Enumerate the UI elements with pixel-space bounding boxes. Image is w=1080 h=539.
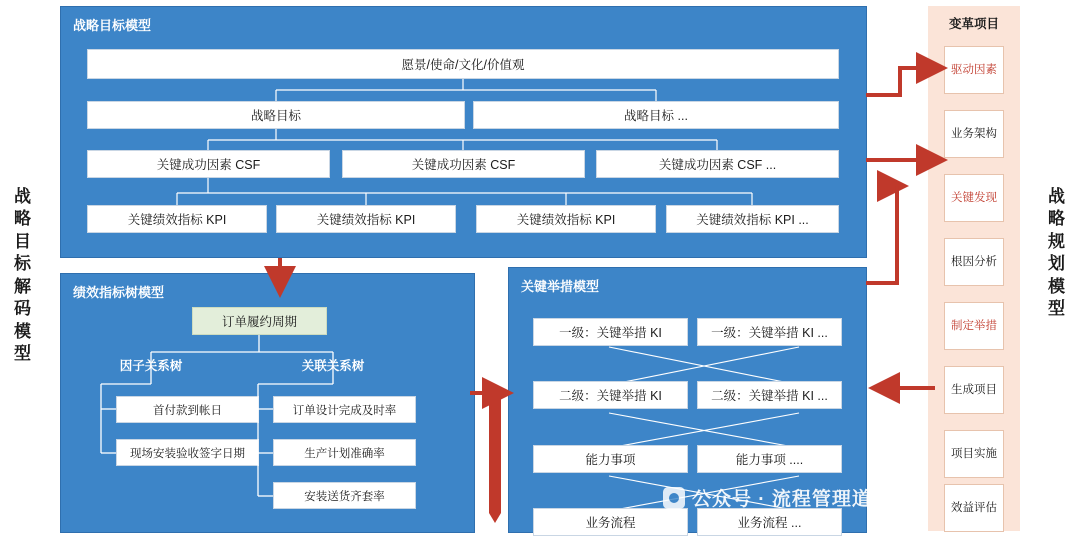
strategy-goal-box-1: 战略目标 [87, 101, 465, 129]
panel-key-measures-title: 关键举措模型 [521, 279, 600, 294]
kpi-tree-right-item-1: 订单设计完成及时率 [273, 396, 416, 423]
panel-strategy-goal-model [60, 6, 867, 258]
key-measure-l1-box-1: 一级：关键举措 KI [533, 318, 688, 346]
right-vertical-label [1040, 186, 1074, 321]
capability-item-box-2: 能力事项 .... [697, 445, 842, 473]
change-step-architecture [944, 110, 1004, 158]
change-step-key-finding-label: 关键发现 [951, 191, 997, 204]
strategy-csf-box-3: 关键成功因素 CSF ... [596, 150, 839, 178]
watermark-logo-icon [663, 487, 685, 509]
change-step-generate-project [944, 366, 1004, 414]
panel-kpi-tree-title: 绩效指标树模型 [73, 285, 165, 300]
capability-item-box-1: 能力事项 [533, 445, 688, 473]
change-step-generate-project-label: 生成项目 [951, 383, 997, 396]
panel-strategy-title: 战略目标模型 [73, 18, 152, 33]
panel-kpi-tree-model [60, 273, 475, 533]
change-step-benefit-eval-label: 效益评估 [951, 501, 997, 514]
strategy-csf-box-1: 关键成功因素 CSF [87, 150, 330, 178]
key-measure-l1-box-2: 一级：关键举措 KI ... [697, 318, 842, 346]
change-step-make-measures [944, 302, 1004, 350]
strategy-kpi-box-2: 关键绩效指标 KPI [276, 205, 456, 233]
strategy-kpi-box-3: 关键绩效指标 KPI [476, 205, 656, 233]
kpi-tree-root-box: 订单履约周期 [192, 307, 327, 335]
strategy-kpi-box-1: 关键绩效指标 KPI [87, 205, 267, 233]
watermark [663, 484, 912, 511]
left-label-text: 战 略 目 标 解 码 模 型 [14, 187, 32, 364]
kpi-tree-right-item-3: 安装送货齐套率 [273, 482, 416, 509]
key-measure-l2-box-2: 二级：关键举措 KI ... [697, 381, 842, 409]
change-step-driver [944, 46, 1004, 94]
key-measure-l2-box-1: 二级：关键举措 KI [533, 381, 688, 409]
change-step-root-cause [944, 238, 1004, 286]
kpi-tree-left-item-1: 首付款到帐日 [116, 396, 259, 423]
left-vertical-label [6, 186, 40, 366]
change-step-driver-label: 驱动因素 [951, 63, 997, 76]
change-step-key-finding [944, 174, 1004, 222]
change-project-title: 变革项目 [948, 17, 999, 31]
kpi-tree-right-item-2: 生产计划准确率 [273, 439, 416, 466]
strategy-vision-box: 愿景/使命/文化/价值观 [87, 49, 839, 79]
watermark-text: 公众号 · 流程管理道可道 [692, 489, 912, 510]
right-label-text: 战 略 规 划 模 型 [1048, 187, 1066, 319]
business-process-box-1: 业务流程 [533, 508, 688, 536]
change-step-implementation [944, 430, 1004, 478]
kpi-tree-left-item-2: 现场安装验收签字日期 [116, 439, 259, 466]
strategy-csf-box-2: 关键成功因素 CSF [342, 150, 585, 178]
change-step-benefit-eval [944, 484, 1004, 532]
strategy-kpi-box-4: 关键绩效指标 KPI ... [666, 205, 839, 233]
business-process-box-2: 业务流程 ... [697, 508, 842, 536]
change-step-make-measures-label: 制定举措 [951, 319, 997, 332]
kpi-tree-left-branch-title: 因子关系树 [119, 359, 183, 373]
kpi-tree-right-branch-title: 关联关系树 [301, 359, 365, 373]
change-step-architecture-label: 业务架构 [951, 127, 997, 140]
change-step-root-cause-label: 根因分析 [951, 255, 997, 268]
change-step-implementation-label: 项目实施 [951, 447, 997, 460]
strategy-goal-box-2: 战略目标 ... [473, 101, 839, 129]
